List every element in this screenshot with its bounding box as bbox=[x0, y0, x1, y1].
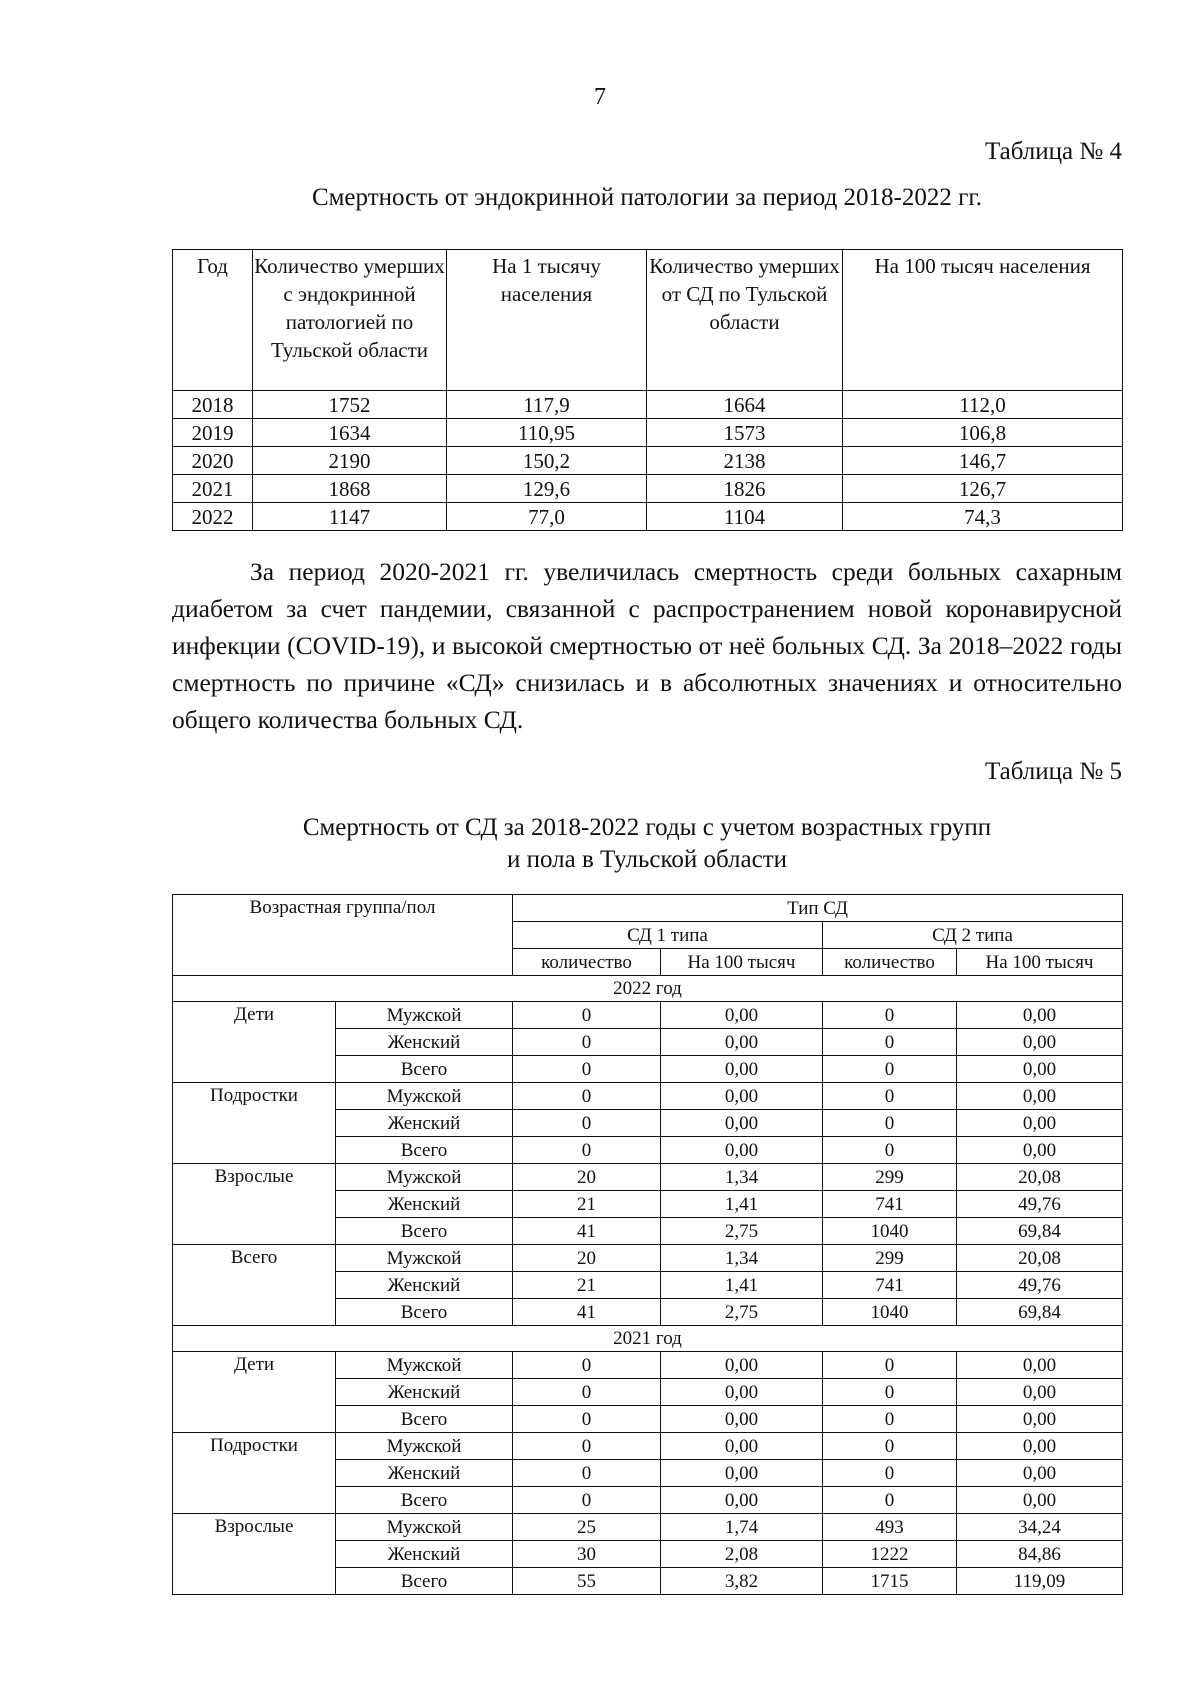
table5 bbox=[172, 894, 1123, 1595]
table5-group-name: Взрослые bbox=[173, 1514, 336, 1595]
table5-group-name: Подростки bbox=[173, 1083, 336, 1164]
table4-header-cell: На 100 тысяч населения bbox=[843, 250, 1123, 391]
table5-cell: 0,00 bbox=[661, 1002, 823, 1029]
table5-cell: 0 bbox=[513, 1002, 661, 1029]
table4-cell: 1826 bbox=[647, 475, 843, 503]
table5-cell: 1,41 bbox=[661, 1191, 823, 1218]
table-row bbox=[173, 391, 1123, 419]
table5-cell: 493 bbox=[823, 1514, 957, 1541]
table4-header-cell: Количество умерших с эндокринной патологией по Тульской области bbox=[253, 250, 447, 391]
table5-cell: 0 bbox=[823, 1002, 957, 1029]
table5-header-count: количество bbox=[823, 949, 957, 976]
table5-cell: 0 bbox=[823, 1487, 957, 1514]
table5-cell: Всего bbox=[336, 1406, 513, 1433]
table4-cell: 150,2 bbox=[447, 447, 647, 475]
table4-header-cell: Количество умерших от СД по Тульской области bbox=[647, 250, 843, 391]
table5-cell: 0 bbox=[823, 1379, 957, 1406]
table5-cell: 69,84 bbox=[957, 1218, 1123, 1245]
table5-cell: Мужской bbox=[336, 1002, 513, 1029]
table5-cell: 21 bbox=[513, 1272, 661, 1299]
table5-cell: 84,86 bbox=[957, 1541, 1123, 1568]
table4-cell: 1664 bbox=[647, 391, 843, 419]
table5-cell: 0,00 bbox=[957, 1056, 1123, 1083]
table5-label: Таблица № 5 bbox=[984, 758, 1122, 785]
table5-header-group-sex: Возрастная группа/пол bbox=[173, 895, 513, 976]
table5-cell: 0 bbox=[513, 1460, 661, 1487]
table5-cell: 741 bbox=[823, 1272, 957, 1299]
table5-cell: 0 bbox=[823, 1433, 957, 1460]
table4-cell: 2018 bbox=[173, 391, 253, 419]
table5-cell: 0,00 bbox=[661, 1352, 823, 1379]
table5-cell: 55 bbox=[513, 1568, 661, 1595]
table5-cell: 0 bbox=[513, 1029, 661, 1056]
table5-cell: 0 bbox=[513, 1406, 661, 1433]
table5-header-type: Тип СД bbox=[513, 895, 1123, 922]
table4-cell: 146,7 bbox=[843, 447, 1123, 475]
table5-cell: 0 bbox=[513, 1110, 661, 1137]
table-row bbox=[173, 475, 1123, 503]
table4-cell: 1634 bbox=[253, 419, 447, 447]
table5-group-name: Всего bbox=[173, 1245, 336, 1326]
table5-cell: 3,82 bbox=[661, 1568, 823, 1595]
table5-cell: 0,00 bbox=[957, 1002, 1123, 1029]
table5-cell: 0 bbox=[823, 1406, 957, 1433]
table5-cell: 0,00 bbox=[957, 1379, 1123, 1406]
table5-cell: 20,08 bbox=[957, 1245, 1123, 1272]
table5-cell: 0,00 bbox=[661, 1406, 823, 1433]
table4-cell: 2138 bbox=[647, 447, 843, 475]
table5-cell: 1040 bbox=[823, 1218, 957, 1245]
table5-cell: 21 bbox=[513, 1191, 661, 1218]
table5-cell: 0,00 bbox=[661, 1083, 823, 1110]
table5-cell: 741 bbox=[823, 1191, 957, 1218]
table5-cell: 0,00 bbox=[957, 1406, 1123, 1433]
table5-cell: Всего bbox=[336, 1487, 513, 1514]
table5-cell: 0 bbox=[513, 1352, 661, 1379]
table5-year-label: 2021 год bbox=[173, 1326, 1123, 1352]
table5-cell: 0 bbox=[823, 1460, 957, 1487]
table4-cell: 2190 bbox=[253, 447, 447, 475]
table5-cell: 299 bbox=[823, 1245, 957, 1272]
table4-cell: 2019 bbox=[173, 419, 253, 447]
table4-cell: 106,8 bbox=[843, 419, 1123, 447]
table5-cell: 0,00 bbox=[957, 1352, 1123, 1379]
table5-cell: Мужской bbox=[336, 1245, 513, 1272]
table5-cell: 0,00 bbox=[957, 1460, 1123, 1487]
table5-year-label: 2022 год bbox=[173, 976, 1123, 1002]
table4-cell: 2020 bbox=[173, 447, 253, 475]
table5-title bbox=[172, 812, 1122, 876]
table5-cell: 0 bbox=[513, 1137, 661, 1164]
table5-cell: 25 bbox=[513, 1514, 661, 1541]
table4-title: Смертность от эндокринной патологии за период 2018-2022 гг. bbox=[311, 184, 983, 211]
table5-cell: 1,41 bbox=[661, 1272, 823, 1299]
table4-cell: 2021 bbox=[173, 475, 253, 503]
table5-cell: 0,00 bbox=[661, 1487, 823, 1514]
table-row bbox=[173, 1433, 1123, 1460]
table4-cell: 110,95 bbox=[447, 419, 647, 447]
table5-cell: 0,00 bbox=[661, 1379, 823, 1406]
table5-cell: 0,00 bbox=[957, 1029, 1123, 1056]
page-number: 7 bbox=[594, 84, 606, 110]
table5-cell: 0,00 bbox=[957, 1137, 1123, 1164]
table5-cell: 0 bbox=[823, 1029, 957, 1056]
table5-group-name: Подростки bbox=[173, 1433, 336, 1514]
table5-cell: 119,09 bbox=[957, 1568, 1123, 1595]
table5-cell: 1222 bbox=[823, 1541, 957, 1568]
table5-cell: 0,00 bbox=[661, 1056, 823, 1083]
table5-cell: Женский bbox=[336, 1110, 513, 1137]
table4-header-cell: Год bbox=[173, 250, 253, 391]
table5-group-name: Дети bbox=[173, 1352, 336, 1433]
table-row bbox=[173, 1514, 1123, 1541]
table5-cell: 41 bbox=[513, 1218, 661, 1245]
table5-cell: 0 bbox=[513, 1433, 661, 1460]
table5-cell: 69,84 bbox=[957, 1299, 1123, 1326]
table5-cell: 2,08 bbox=[661, 1541, 823, 1568]
table4-cell: 2022 bbox=[173, 503, 253, 531]
table5-cell: 0 bbox=[513, 1056, 661, 1083]
table-row bbox=[173, 1002, 1123, 1029]
table4-cell: 129,6 bbox=[447, 475, 647, 503]
table5-header-row bbox=[173, 895, 1123, 922]
table5-cell: Мужской bbox=[336, 1352, 513, 1379]
table5-header-type1: СД 1 типа bbox=[513, 922, 823, 949]
table5-year-row bbox=[173, 1326, 1123, 1352]
table5-cell: 20,08 bbox=[957, 1164, 1123, 1191]
table5-header-per100k: На 100 тысяч bbox=[661, 949, 823, 976]
table5-cell: 1,74 bbox=[661, 1514, 823, 1541]
table5-cell: 0 bbox=[823, 1110, 957, 1137]
table5-cell: 1,34 bbox=[661, 1245, 823, 1272]
table5-group-name: Дети bbox=[173, 1002, 336, 1083]
table5-cell: 0,00 bbox=[957, 1083, 1123, 1110]
table-row bbox=[173, 1352, 1123, 1379]
table5-cell: 41 bbox=[513, 1299, 661, 1326]
table4-header-cell: На 1 тысячу населения bbox=[447, 250, 647, 391]
table5-cell: Женский bbox=[336, 1272, 513, 1299]
table-row bbox=[173, 419, 1123, 447]
table5-header-per100k: На 100 тысяч bbox=[957, 949, 1123, 976]
table5-cell: 0 bbox=[823, 1083, 957, 1110]
table5-cell: Всего bbox=[336, 1299, 513, 1326]
table5-cell: 0,00 bbox=[661, 1460, 823, 1487]
table4-cell: 1147 bbox=[253, 503, 447, 531]
table5-cell: 2,75 bbox=[661, 1299, 823, 1326]
table5-group-name: Взрослые bbox=[173, 1164, 336, 1245]
table5-cell: 30 bbox=[513, 1541, 661, 1568]
table4-cell: 1868 bbox=[253, 475, 447, 503]
table5-cell: 0 bbox=[513, 1487, 661, 1514]
table5-cell: 0 bbox=[513, 1083, 661, 1110]
table5-cell: 0,00 bbox=[661, 1433, 823, 1460]
table5-cell: 0 bbox=[513, 1379, 661, 1406]
table5-cell: Мужской bbox=[336, 1164, 513, 1191]
table5-cell: Мужской bbox=[336, 1083, 513, 1110]
table-row bbox=[173, 503, 1123, 531]
table5-cell: 49,76 bbox=[957, 1272, 1123, 1299]
table5-cell: Всего bbox=[336, 1056, 513, 1083]
table5-cell: 0,00 bbox=[957, 1110, 1123, 1137]
table5-cell: 20 bbox=[513, 1164, 661, 1191]
table5-cell: 49,76 bbox=[957, 1191, 1123, 1218]
table5-header-type2: СД 2 типа bbox=[823, 922, 1123, 949]
table5-cell: 0 bbox=[823, 1137, 957, 1164]
table5-title-line2: и пола в Тульской области bbox=[506, 846, 788, 873]
table-row bbox=[173, 1164, 1123, 1191]
table5-cell: 20 bbox=[513, 1245, 661, 1272]
table4-cell: 1104 bbox=[647, 503, 843, 531]
table5-cell: 0,00 bbox=[957, 1433, 1123, 1460]
table5-cell: Мужской bbox=[336, 1514, 513, 1541]
table5-cell: 1040 bbox=[823, 1299, 957, 1326]
table-row bbox=[173, 447, 1123, 475]
table4-cell: 77,0 bbox=[447, 503, 647, 531]
table4-label: Таблица № 4 bbox=[984, 138, 1122, 165]
table4-cell: 112,0 bbox=[843, 391, 1123, 419]
table4-cell: 1573 bbox=[647, 419, 843, 447]
table5-cell: 34,24 bbox=[957, 1514, 1123, 1541]
table5-cell: 0 bbox=[823, 1352, 957, 1379]
table5-cell: 2,75 bbox=[661, 1218, 823, 1245]
body-paragraph bbox=[172, 553, 1122, 738]
table5-cell: Всего bbox=[336, 1568, 513, 1595]
table5-cell: 0,00 bbox=[957, 1487, 1123, 1514]
table4-cell: 1752 bbox=[253, 391, 447, 419]
table5-cell: Мужской bbox=[336, 1433, 513, 1460]
table5-cell: Всего bbox=[336, 1137, 513, 1164]
table4-cell: 74,3 bbox=[843, 503, 1123, 531]
table5-cell: 299 bbox=[823, 1164, 957, 1191]
table4-cell: 126,7 bbox=[843, 475, 1123, 503]
table5-cell: 0 bbox=[823, 1056, 957, 1083]
table5-cell: Всего bbox=[336, 1218, 513, 1245]
table5-cell: Женский bbox=[336, 1191, 513, 1218]
table5-year-row bbox=[173, 976, 1123, 1002]
table-row bbox=[173, 1245, 1123, 1272]
table-row bbox=[173, 1083, 1123, 1110]
table5-title-line1: Смертность от СД за 2018-2022 годы с учетом возрастных групп bbox=[302, 814, 992, 841]
table5-cell: 0,00 bbox=[661, 1137, 823, 1164]
paragraph-text: За период 2020-2021 гг. увеличилась смертность среди больных сахарным диабетом за счет пандемии, связанной с распространением новой коронавирусной инфекции (COVID-19), и высокой смертностью от неё больных СД. За 2018–2022 годы смертность по причине «СД» снизилась и в абсолютных значениях и относительно общего количества больных СД. bbox=[172, 557, 1122, 734]
table4-cell: 117,9 bbox=[447, 391, 647, 419]
table5-cell: 0,00 bbox=[661, 1029, 823, 1056]
table5-cell: Женский bbox=[336, 1029, 513, 1056]
table5-cell: 1715 bbox=[823, 1568, 957, 1595]
table5-cell: 1,34 bbox=[661, 1164, 823, 1191]
table5-header-count: количество bbox=[513, 949, 661, 976]
table4-header-row bbox=[173, 250, 1123, 391]
table5-cell: Женский bbox=[336, 1541, 513, 1568]
table5-cell: Женский bbox=[336, 1379, 513, 1406]
table5-cell: 0,00 bbox=[661, 1110, 823, 1137]
table5-cell: Женский bbox=[336, 1460, 513, 1487]
table4 bbox=[172, 249, 1123, 531]
